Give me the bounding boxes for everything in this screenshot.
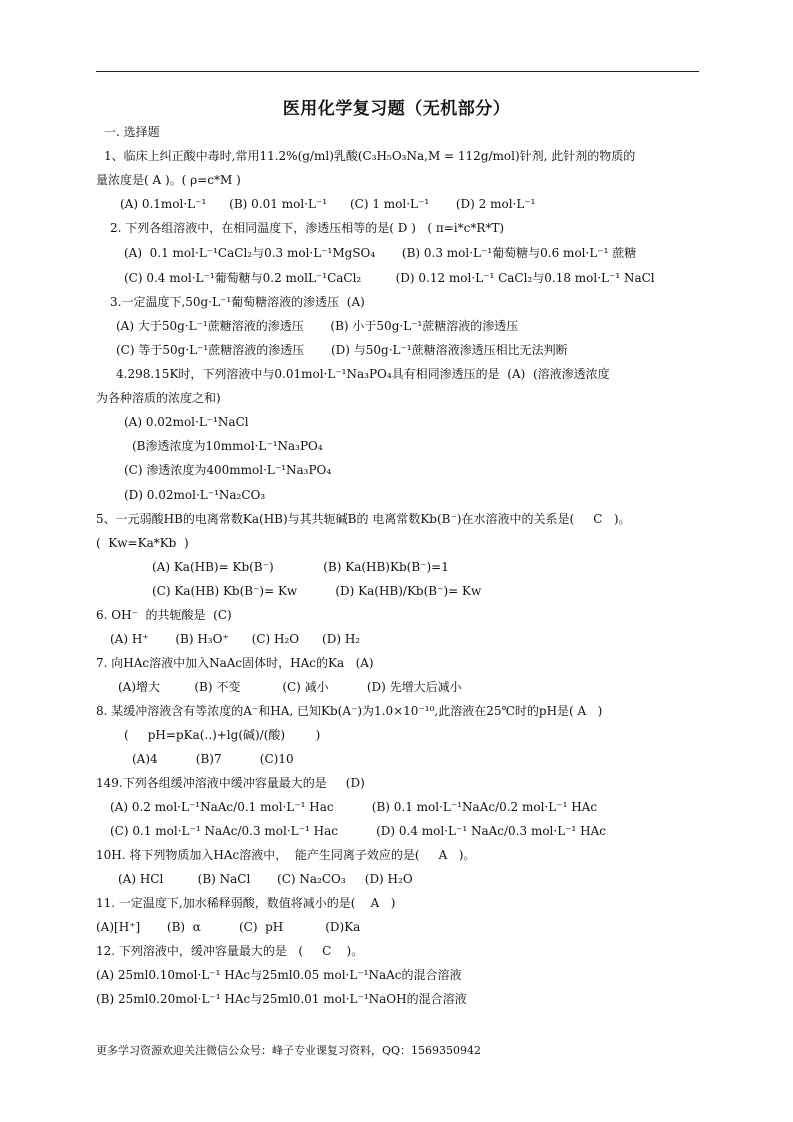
question-2: 2. 下列各组溶液中，在相同温度下，渗透压相等的是( D ) ( π=i*c*R*T) — [110, 221, 505, 235]
question-5-hint: ( Kw=Ka*Kb ) — [96, 536, 189, 550]
question-9: 149.下列各组缓冲溶液中缓冲容量最大的是 (D) — [96, 776, 365, 790]
question-1-options: (A) 0.1mol·L⁻¹ (B) 0.01 mol·L⁻¹ (C) 1 mol·L⁻¹ (D) 2 mol·L⁻¹ — [120, 197, 536, 211]
question-7: 7. 向HAc溶液中加入NaAc固体时，HAc的Ka (A) — [96, 656, 374, 670]
question-6-options: (A) H⁺ (B) H₃O⁺ (C) H₂O (D) H₂ — [110, 632, 361, 646]
question-4-option-b: (B渗透浓度为10mmol·L⁻¹Na₃PO₄ — [132, 439, 323, 453]
question-3: 3.一定温度下,50g·L⁻¹葡萄糖溶液的渗透压 (A) — [110, 295, 365, 309]
question-5: 5、一元弱酸HB的电离常数Ka(HB)与其共轭碱B的 电离常数Kb(B⁻)在水溶液中的关系是( C )。 — [96, 512, 631, 526]
section-heading: 一. 选择题 — [104, 125, 160, 139]
question-2-options-cd: (C) 0.4 mol·L⁻¹葡萄糖与0.2 molL⁻¹CaCl₂ (D) 0.12 mol·L⁻¹ CaCl₂与0.18 mol·L⁻¹ NaCl — [124, 271, 655, 285]
question-2-options-ab: (A) 0.1 mol·L⁻¹CaCl₂与0.3 mol·L⁻¹MgSO₄ (B) 0.3 mol·L⁻¹葡萄糖与0.6 mol·L⁻¹ 蔗糖 — [124, 246, 637, 260]
question-11: 11. 一定温度下,加水稀释弱酸，数值将减小的是( A ) — [96, 896, 396, 910]
question-6: 6. OH⁻ 的共轭酸是 (C) — [96, 608, 232, 622]
question-12-option-a: (A) 25ml0.10mol·L⁻¹ HAc与25ml0.05 mol·L⁻¹NaAc的混合溶液 — [96, 968, 462, 982]
question-4-cont: 为各种溶质的浓度之和) — [96, 391, 221, 405]
question-10: 10H. 将下列物质加入HAc溶液中， 能产生同离子效应的是( A )。 — [96, 848, 476, 862]
question-7-options: (A)增大 (B) 不变 (C) 减小 (D) 先增大后减小 — [118, 680, 462, 694]
question-12: 12. 下列溶液中，缓冲容量最大的是 ( C )。 — [96, 944, 364, 958]
page-title: 医用化学复习题（无机部分） — [282, 99, 511, 119]
question-10-options: (A) HCl (B) NaCl (C) Na₂CO₃ (D) H₂O — [118, 872, 413, 886]
footer-note: 更多学习资源欢迎关注微信公众号：峰子专业课复习资料，QQ：1569350942 — [96, 1044, 482, 1057]
header-rule — [96, 71, 699, 72]
question-3-options-cd: (C) 等于50g·L⁻¹蔗糖溶液的渗透压 (D) 与50g·L⁻¹蔗糖溶液渗透压相比无法判断 — [116, 343, 568, 357]
question-8: 8. 某缓冲溶液含有等浓度的A⁻和HA, 已知Kb(A⁻)为1.0×10⁻¹⁰,此溶液在25℃时的pH是( A ) — [96, 704, 603, 718]
question-5-options-cd: (C) Ka(HB) Kb(B⁻)= Kw (D) Ka(HB)/Kb(B⁻)= Kw — [152, 584, 482, 598]
question-4-option-c: (C) 渗透浓度为400mmol·L⁻¹Na₃PO₄ — [124, 463, 332, 477]
question-4: 4.298.15K时，下列溶液中与0.01mol·L⁻¹Na₃PO₄具有相同渗透压的是 (A) (溶液渗透浓度 — [116, 367, 610, 381]
question-4-option-d: (D) 0.02mol·L⁻¹Na₂CO₃ — [124, 488, 266, 502]
question-5-options-ab: (A) Ka(HB)= Kb(B⁻) (B) Ka(HB)Kb(B⁻)=1 — [152, 560, 449, 574]
question-12-option-b: (B) 25ml0.20mol·L⁻¹ HAc与25ml0.01 mol·L⁻¹NaOH的混合溶液 — [96, 992, 467, 1006]
question-1-cont: 量浓度是( A )。( ρ=c*M ) — [96, 173, 241, 187]
question-8-hint: ( pH=pKa(..)+lg(碱)/(酸) ) — [124, 728, 321, 742]
question-4-option-a: (A) 0.02mol·L⁻¹NaCl — [124, 415, 249, 429]
question-11-options: (A)[H⁺] (B) α (C) pH (D)Ka — [96, 920, 361, 934]
question-3-options-ab: (A) 大于50g·L⁻¹蔗糖溶液的渗透压 (B) 小于50g·L⁻¹蔗糖溶液的渗透压 — [116, 319, 519, 333]
question-9-options-ab: (A) 0.2 mol·L⁻¹NaAc/0.1 mol·L⁻¹ Hac (B) 0.1 mol·L⁻¹NaAc/0.2 mol·L⁻¹ HAc — [110, 800, 598, 814]
question-1: 1、临床上纠正酸中毒时,常用11.2%(g/ml)乳酸(C₃H₅O₃Na,M = 112g/mol)针剂, 此针剂的物质的 — [104, 149, 636, 163]
question-8-options: (A)4 (B)7 (C)10 — [132, 752, 294, 766]
question-9-options-cd: (C) 0.1 mol·L⁻¹ NaAc/0.3 mol·L⁻¹ Hac (D) 0.4 mol·L⁻¹ NaAc/0.3 mol·L⁻¹ HAc — [110, 824, 606, 838]
